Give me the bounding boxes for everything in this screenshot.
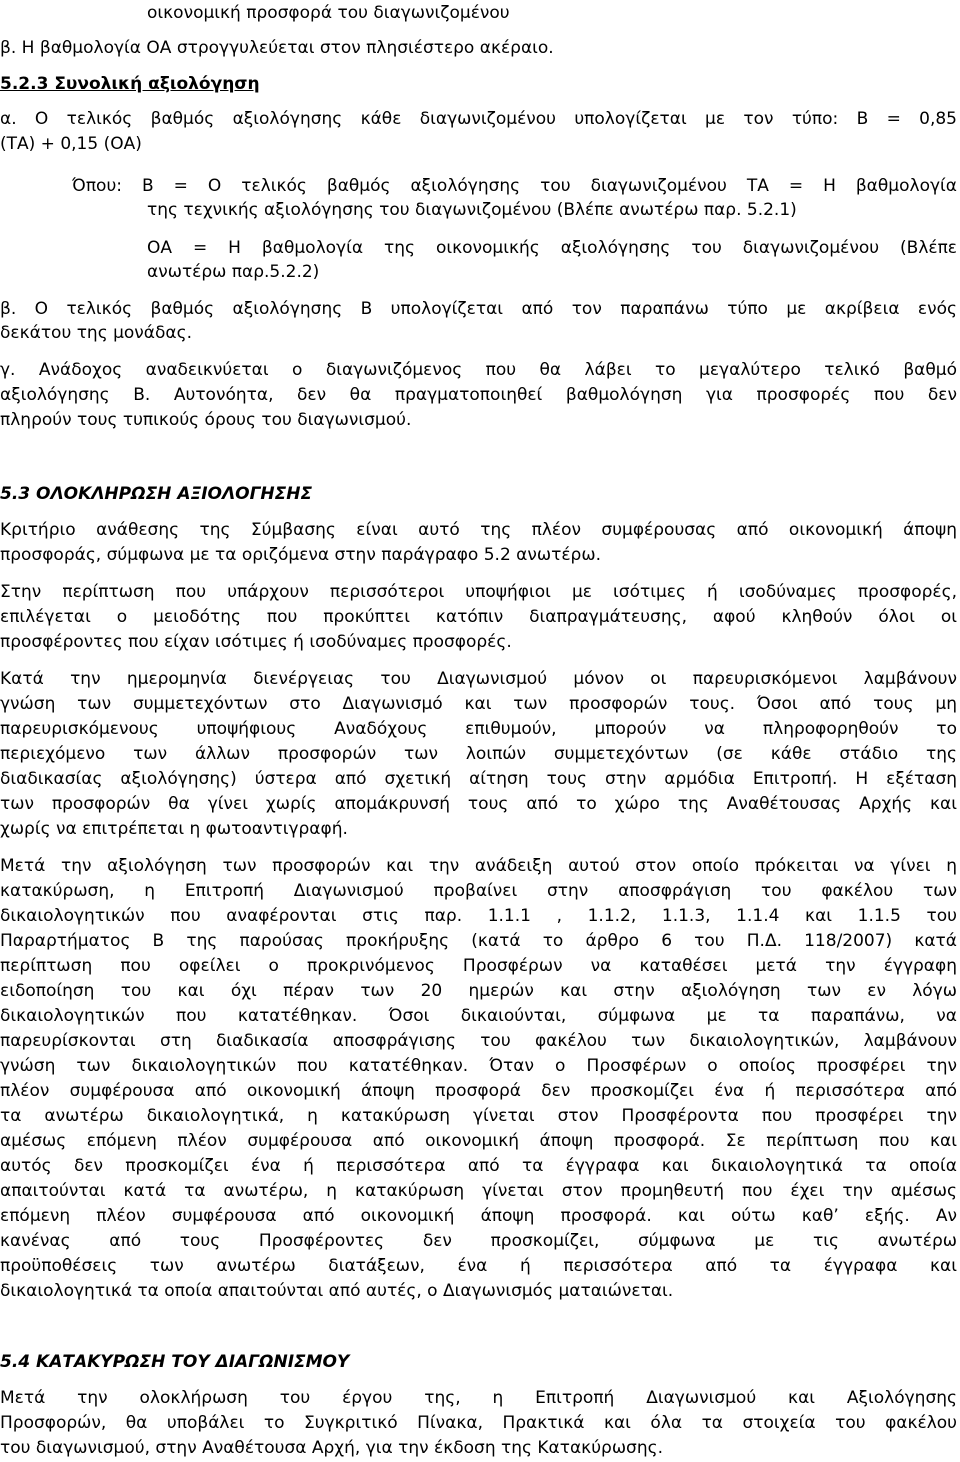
text-line: επιλέγεται ο μειοδότης που προκύπτει κατόπιν διαπραγμάτευσης, αφού κληθούν όλοι οι	[0, 607, 957, 627]
text-line: πληρούν τους τυπικούς όρους του διαγωνισμού.	[0, 410, 412, 430]
text-line: δεκάτου της μονάδας.	[0, 323, 192, 343]
text-line: ΟΑ = Η βαθμολογία της οικονομικής αξιολόγησης του διαγωνιζομένου (Βλέπε	[147, 238, 957, 258]
text-line: Μετά την αξιολόγηση των προσφορών και την ανάδειξη αυτού στον οποίο πρόκειται να γίνει η	[0, 856, 957, 876]
text-line: γνώση των δικαιολογητικών που κατατέθηκαν. Όταν ο Προσφέρων ο οποίος προσφέρει την	[0, 1056, 957, 1076]
text-line: γ. Ανάδοχος αναδεικνύεται ο διαγωνιζόμενος που θα λάβει το μεγαλύτερο τελικό βαθμό	[0, 360, 957, 380]
text-line: δικαιολογητικά τα οποία απαιτούνται από αυτές, ο Διαγωνισμός ματαιώνεται.	[0, 1281, 674, 1301]
text-line: ανωτέρω παρ.5.2.2)	[147, 262, 320, 282]
text-line: πλέον συμφέρουσα από οικονομική άποψη προσφορά δεν προσκομίζει ένα ή περισσότερα από	[0, 1081, 957, 1101]
text-line: (ΤΑ) + 0,15 (ΟΑ)	[0, 134, 142, 154]
text-line: κατακύρωση, η Επιτροπή Διαγωνισμού προβαίνει στην αποσφράγιση του φακέλου των	[0, 881, 957, 901]
text-line: β. Ο τελικός βαθμός αξιολόγησης Β υπολογίζεται από τον παραπάνω τύπο με ακρίβεια ενός	[0, 299, 957, 319]
text-line: περίπτωση που οφείλει ο προκρινόμενος Προσφέρων να καταθέσει μετά την έγγραφη	[0, 956, 957, 976]
text-line: προσφοράς, σύμφωνα με τα οριζόμενα στην παράγραφο 5.2 ανωτέρω.	[0, 545, 601, 565]
text-line: παρευρισκόμενους υποψήφιους Αναδόχους επιθυμούν, μπορούν να πληροφορηθούν το	[0, 719, 957, 739]
text-line: χωρίς να επιτρέπεται η φωτοαντιγραφή.	[0, 819, 348, 839]
text-line: αμέσως επόμενη πλέον συμφέρουσα από οικονομική άποψη προσφορά. Σε περίπτωση που και	[0, 1131, 957, 1151]
text-line: α. Ο τελικός βαθμός αξιολόγησης κάθε διαγωνιζομένου υπολογίζεται με τον τύπο: Β = 0,85	[0, 109, 957, 129]
text-line: απαιτούνται κατά τα ανωτέρω, η κατακύρωση γίνεται στον προμηθευτή που έχει την αμέσως	[0, 1181, 957, 1201]
text-line: γνώση των συμμετεχόντων στο Διαγωνισμό και των προσφορών τους. Όσοι από τους μη	[0, 694, 957, 714]
text-line: αυτός δεν προσκομίζει ένα ή περισσότερα από τα έγγραφα και δικαιολογητικά τα οποία	[0, 1156, 957, 1176]
text-line: Όπου: Β = Ο τελικός βαθμός αξιολόγησης του διαγωνιζομένου ΤΑ = Η βαθμολογία	[72, 176, 957, 196]
text-line: Κριτήριο ανάθεσης της Σύμβασης είναι αυτό της πλέον συμφέρουσας από οικονομική άποψη	[0, 520, 957, 540]
text-line: προσφέροντες που είχαν ισότιμες ή ισοδύναμες προσφορές.	[0, 632, 512, 652]
text-line: Κατά την ημερομηνία διενέργειας του Διαγωνισμού μόνον οι παρευρισκόμενοι λαμβάνουν	[0, 669, 957, 689]
text-line: επόμενη πλέον συμφέρουσα από οικονομική άποψη προσφορά. και ούτω καθ’ εξής. Αν	[0, 1206, 957, 1226]
section-heading-5-4: 5.4 ΚΑΤΑΚΥΡΩΣΗ ΤΟΥ ΔΙΑΓΩΝΙΣΜΟΥ	[0, 1352, 350, 1372]
text-line: Στην περίπτωση που υπάρχουν περισσότεροι υποψήφιοι με ισότιμες ή ισοδύναμες προσφορές,	[0, 582, 957, 602]
text-line: τα ανωτέρω δικαιολογητικά, η κατακύρωση γίνεται στον Προσφέροντα που προσφέρει την	[0, 1106, 957, 1126]
text-line: αξιολόγησης Β. Αυτονόητα, δεν θα πραγματοποιηθεί βαθμολόγηση για προσφορές που δεν	[0, 385, 957, 405]
text-line: των προσφορών θα γίνει χωρίς απομάκρυνσή τους από το χώρο της Αναθέτουσας Αρχής και	[0, 794, 957, 814]
text-line: ειδοποίηση του και όχι πέραν των 20 ημερών και στην αξιολόγηση των εν λόγω	[0, 981, 957, 1001]
section-heading-5-3: 5.3 ΟΛΟΚΛΗΡΩΣΗ ΑΞΙΟΛΟΓΗΣΗΣ	[0, 484, 313, 504]
text-line: κανένας από τους Προσφέροντες δεν προσκομίζει, σύμφωνα με τις ανωτέρω	[0, 1231, 957, 1251]
text-line: οικονομική προσφορά του διαγωνιζομένου	[147, 3, 510, 23]
text-line: της τεχνικής αξιολόγησης του διαγωνιζομένου (Βλέπε ανωτέρω παρ. 5.2.1)	[147, 200, 797, 220]
text-line: Προσφορών, θα υποβάλει το Συγκριτικό Πίνακα, Πρακτικά και όλα τα στοιχεία του φακέλου	[0, 1413, 957, 1433]
text-line: Μετά την ολοκλήρωση του έργου της, η Επιτροπή Διαγωνισμού και Αξιολόγησης	[0, 1388, 957, 1408]
section-heading-5-2-3: 5.2.3 Συνολική αξιολόγηση	[0, 74, 260, 94]
text-line: δικαιολογητικών που αναφέρονται στις παρ. 1.1.1 , 1.1.2, 1.1.3, 1.1.4 και 1.1.5 του	[0, 906, 957, 926]
text-line: β. Η βαθμολογία ΟΑ στρογγυλεύεται στον πλησιέστερο ακέραιο.	[0, 38, 554, 58]
text-line: του διαγωνισμού, στην Αναθέτουσα Αρχή, για την έκδοση της Κατακύρωσης.	[0, 1438, 663, 1458]
text-line: Παραρτήματος Β της παρούσας προκήρυξης (κατά το άρθρο 6 του Π.Δ. 118/2007) κατά	[0, 931, 957, 951]
text-line: παρευρίσκονται στη διαδικασία αποσφράγισης του φακέλου των δικαιολογητικών, λαμβάνουν	[0, 1031, 957, 1051]
text-line: δικαιολογητικών που κατατέθηκαν. Όσοι δικαιούνται, σύμφωνα με τα παραπάνω, να	[0, 1006, 957, 1026]
text-line: διαδικασίας αξιολόγησης) ύστερα από σχετική αίτηση τους στην αρμόδια Επιτροπή. Η εξέταση	[0, 769, 957, 789]
text-line: περιεχόμενο των άλλων προσφορών των λοιπών συμμετεχόντων (σε κάθε στάδιο της	[0, 744, 957, 764]
text-line: προϋποθέσεις των ανωτέρω διατάξεων, ένα ή περισσότερα από τα έγγραφα και	[0, 1256, 957, 1276]
